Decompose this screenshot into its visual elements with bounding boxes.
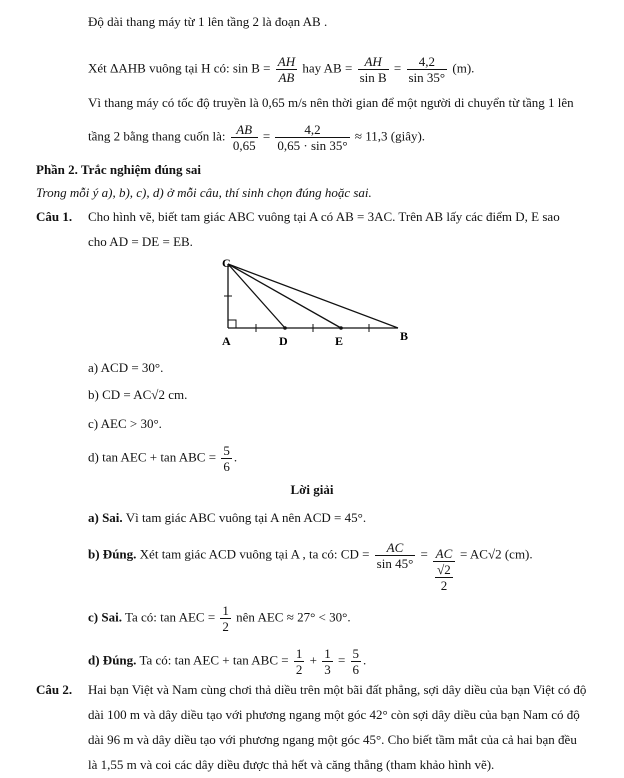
plus-sign: +	[309, 652, 317, 668]
fraction-1-3	[322, 646, 333, 677]
frac-num: AH	[358, 54, 389, 70]
frac-num: AC	[433, 546, 455, 562]
frac-den: 2	[440, 578, 448, 593]
prev-line-1: Độ dài thang máy từ 1 lên tầng 2 là đoạn AB .	[88, 14, 328, 29]
fraction-ab-065	[231, 122, 258, 153]
segment-cd	[228, 264, 285, 328]
segment-ce	[228, 264, 341, 328]
fraction-5-6	[351, 646, 362, 677]
frac-den: 6	[223, 459, 230, 474]
q2-line-4: là 1,55 m và coi các dây diều được thả hết và căng thẳng (tham khảo hình vẽ).	[88, 757, 495, 772]
label-b: B	[400, 329, 409, 343]
frac-num: 1	[295, 646, 303, 661]
solution-a	[88, 510, 366, 526]
q2-label: Câu 2.	[36, 682, 73, 697]
fraction-ac-sqrt2-over-2	[433, 546, 455, 593]
frac-den	[433, 562, 455, 593]
fraction-1-2	[294, 646, 305, 677]
frac-num: AB	[231, 122, 258, 138]
q1-text-1: Cho hình vẽ, biết tam giác ABC vuông tại A có AB = 3AC. Trên AB lấy các điểm D, E sao	[88, 209, 560, 224]
frac-num: 5	[223, 443, 230, 458]
frac-den: sin 45°	[376, 556, 414, 571]
solution-c-label: c) Sai.	[88, 609, 122, 625]
solution-c	[88, 603, 351, 634]
part2-instructions: Trong mỗi ý a), b), c), d) ở mỗi câu, thí sinh chọn đúng hoặc sai.	[36, 185, 372, 200]
prev-hay-text: hay AB =	[302, 60, 353, 76]
fraction-5-6	[221, 443, 232, 474]
period: .	[233, 449, 238, 465]
solution-b-end: = AC√2 (cm).	[460, 546, 533, 562]
solution-b-label: b) Đúng.	[88, 546, 137, 562]
frac-num: √2	[437, 562, 451, 577]
frac-den: AB	[278, 70, 295, 85]
solution-title: Lời giải	[290, 482, 334, 497]
prev-line-4: tầng 2 bằng thang cuốn là: $\frac{AB}{0,65}$ = $\frac{4,2}{0,65 \cdot \sin 35^\circ}$ ≈ 11,3 (giây).	[88, 122, 426, 153]
label-a: A	[222, 334, 231, 348]
frac-num: 5	[352, 646, 360, 661]
solution-a-label: a) Sai.	[88, 510, 123, 525]
frac-num: 1	[222, 603, 229, 618]
solution-c-end: nên AEC ≈ 27° < 30°.	[236, 609, 351, 625]
frac-den: 0,65 · sin 35°	[277, 138, 348, 153]
q1-option-d-text: d) tan AEC + tan ABC =	[88, 449, 217, 465]
fraction-ah-sinb	[358, 54, 389, 85]
frac-den: 6	[352, 662, 360, 677]
fraction-42-sin35	[407, 54, 448, 85]
q1-option-c: c) AEC > 30°.	[88, 416, 162, 431]
q1-option-a: a) ACD = 30°.	[88, 360, 164, 375]
fraction-ah-ab	[276, 54, 297, 85]
prev-line-4-text: tầng 2 bằng thang cuốn là:	[88, 128, 226, 144]
q2-line-1: Hai bạn Việt và Nam cùng chơi thả diều trên một bãi đất phẳng, sợi dây diều của bạn Việt có độ	[88, 682, 587, 697]
prev-line-3: Vì thang máy có tốc độ truyền là 0,65 m/s nên thời gian để một người di chuyển từ tầng 1 lên	[88, 95, 574, 110]
label-d: D	[279, 334, 288, 348]
solution-a-text: Vì tam giác ABC vuông tại A nên ACD = 45°.	[125, 510, 367, 525]
solution-d-text: Ta có: tan AEC + tan ABC =	[139, 652, 289, 668]
frac-num: AH	[277, 54, 296, 69]
point-d	[283, 326, 287, 330]
frac-den: 2	[222, 619, 229, 634]
q1-text-2: cho AD = DE = EB.	[88, 234, 193, 249]
frac-num: 4,2	[407, 54, 448, 70]
frac-den: sin 35°	[408, 70, 446, 85]
solution-c-text: Ta có: tan AEC =	[124, 609, 216, 625]
frac-num: 1	[324, 646, 331, 661]
side-cb	[228, 264, 398, 328]
approx-result: ≈ 11,3 (giây).	[354, 128, 426, 144]
frac-num: 4,2	[275, 122, 349, 138]
point-e	[339, 326, 343, 330]
fraction-sqrt2-2	[435, 562, 453, 593]
fraction-42-065sin35	[275, 122, 349, 153]
triangle-figure	[212, 252, 422, 352]
solution-d-label: d) Đúng.	[88, 652, 137, 668]
unit-m: (m).	[452, 60, 475, 76]
part2-title: Phần 2. Trắc nghiệm đúng sai	[36, 162, 201, 177]
fraction-1-2	[220, 603, 231, 634]
frac-den: 3	[324, 662, 331, 677]
q1-label: Câu 1.	[36, 209, 73, 224]
frac-den: sin B	[359, 70, 387, 85]
q2-line-3: dài 96 m và dây diều tạo với phương ngang một góc 45°. Cho biết tầm mắt của cả hai bạn đều	[88, 732, 577, 747]
period: .	[363, 652, 367, 668]
right-angle-mark	[228, 320, 236, 328]
prev-line-2-text: Xét ΔAHB vuông tại H có: sin B =	[88, 60, 271, 76]
frac-num: AC	[375, 540, 416, 556]
solution-d: d) Đúng. Ta có: tan AEC + tan ABC = $\frac{1}{2}$ + $\frac{1}{3}$ = $\frac{5}{6}$ .	[88, 646, 367, 677]
solution-b: b) Đúng. Xét tam giác ACD vuông tại A , ta có: CD = $\frac{AC}{\sin 45^\circ}$ = $\frac{AC}{\frac{√2}{2}}$ = AC√2 (cm).	[88, 540, 533, 593]
label-e: E	[335, 334, 344, 348]
frac-den: 0,65	[232, 138, 256, 153]
prev-line-2: Xét ΔAHB vuông tại H có: sin B = $\frac{AH}{AB}$ hay AB = $\frac{AH}{\text{sin B}}$ = $\frac{4,2}{\sin 35^\circ}$ (m).	[88, 54, 475, 85]
q1-option-d	[88, 443, 237, 474]
frac-den: 2	[295, 662, 303, 677]
label-c: C	[222, 256, 231, 270]
solution-b-text: Xét tam giác ACD vuông tại A , ta có: CD =	[139, 546, 370, 562]
q2-line-2: dài 100 m và dây diều tạo với phương ngang một góc 42° còn sợi dây diều của bạn Nam có độ	[88, 707, 580, 722]
fraction-ac-sin45	[375, 540, 416, 571]
q1-option-b: b) CD = AC√2 cm.	[88, 387, 188, 402]
